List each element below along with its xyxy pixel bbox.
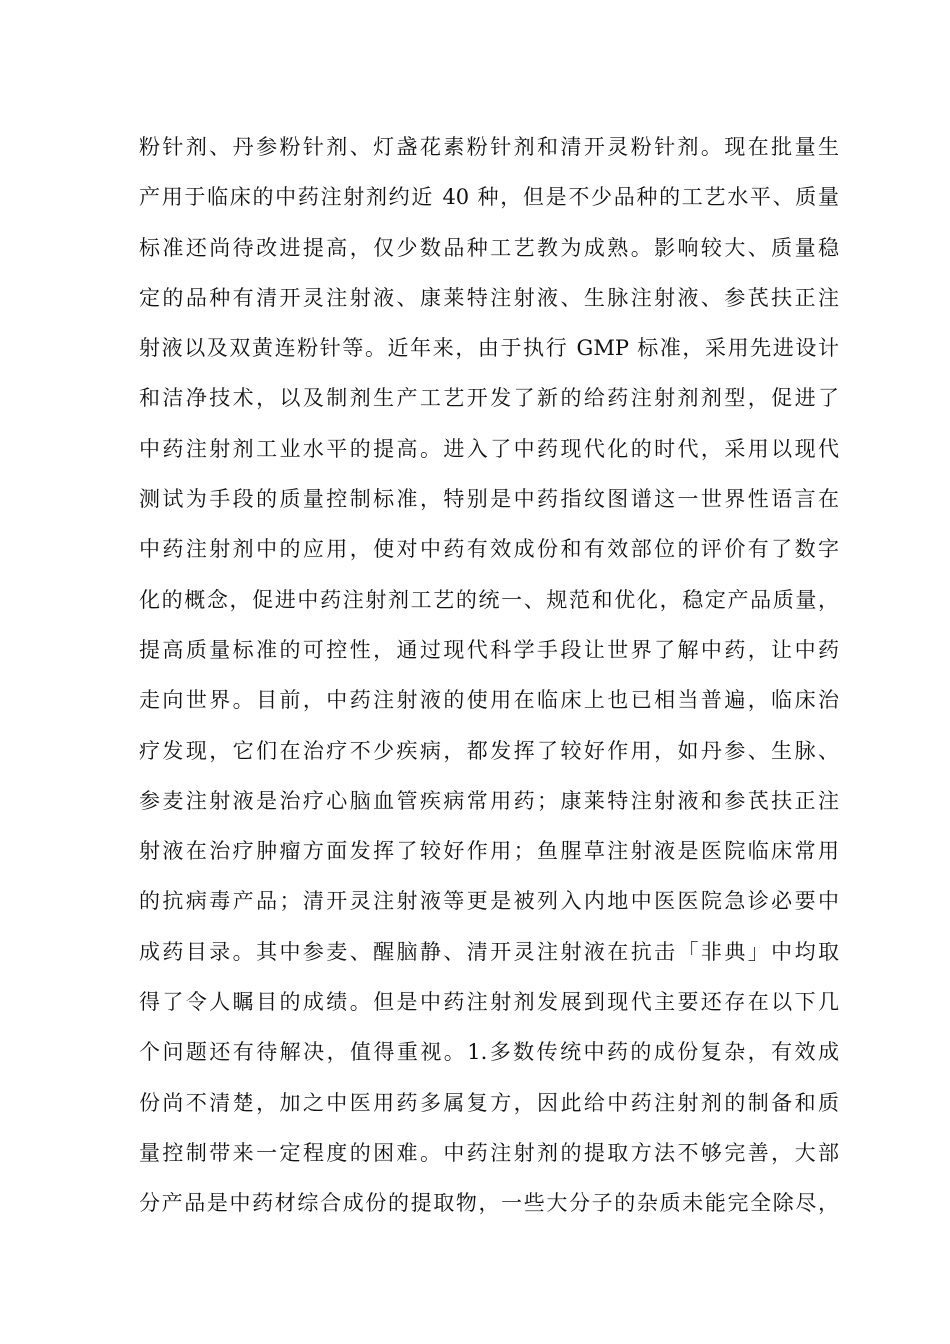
text-line: 的抗病毒产品；清开灵注射液等更是被列入内地中医医院急诊必要中 <box>139 889 839 914</box>
text-line: 得了令人瞩目的成绩。但是中药注射剂发展到现代主要还存在以下几 <box>139 990 839 1015</box>
body-paragraph <box>139 122 839 1229</box>
text-line: 量控制带来一定程度的困难。中药注射剂的提取方法不够完善，大部 <box>139 1140 839 1165</box>
text-line: 成药目录。其中参麦、醒脑静、清开灵注射液在抗击「非典」中均取 <box>139 939 839 964</box>
text-line: 测试为手段的质量控制标准，特别是中药指纹图谱这一世界性语言在 <box>139 487 839 512</box>
text-line: 和洁净技术，以及制剂生产工艺开发了新的给药注射剂剂型，促进了 <box>139 386 839 411</box>
text-line: 参麦注射液是治疗心脑血管疾病常用药；康莱特注射液和参芪扶正注 <box>139 788 839 813</box>
text-line: 中药注射剂工业水平的提高。进入了中药现代化的时代，采用以现代 <box>139 436 839 461</box>
text-line: 走向世界。目前，中药注射液的使用在临床上也已相当普遍，临床治 <box>139 688 839 713</box>
text-line: 疗发现，它们在治疗不少疾病，都发挥了较好作用，如丹参、生脉、 <box>139 738 839 763</box>
text-line: 产用于临床的中药注射剂约近 40 种，但是不少品种的工艺水平、质量 <box>139 185 839 210</box>
text-line: 份尚不清楚，加之中医用药多属复方，因此给中药注射剂的制备和质 <box>139 1090 839 1115</box>
text-line: 标准还尚待改进提高，仅少数品种工艺教为成熟。影响较大、质量稳 <box>139 235 839 260</box>
text-line: 分产品是中药材综合成份的提取物，一些大分子的杂质未能完全除尽， <box>139 1191 839 1216</box>
text-line: 中药注射剂中的应用，使对中药有效成份和有效部位的评价有了数字 <box>139 537 839 562</box>
text-line: 粉针剂、丹参粉针剂、灯盏花素粉针剂和清开灵粉针剂。现在批量生 <box>139 135 839 159</box>
text-line: 提高质量标准的可控性，通过现代科学手段让世界了解中药，让中药 <box>139 637 839 662</box>
text-line: 化的概念，促进中药注射剂工艺的统一、规范和优化，稳定产品质量， <box>139 587 839 612</box>
text-line: 射液以及双黄连粉针等。近年来，由于执行 GMP 标准，采用先进设计 <box>139 336 839 361</box>
text-line: 射液在治疗肿瘤方面发挥了较好作用；鱼腥草注射液是医院临床常用 <box>139 839 839 864</box>
text-line: 定的品种有清开灵注射液、康莱特注射液、生脉注射液、参芪扶正注 <box>139 285 839 310</box>
text-line: 个问题还有待解决，值得重视。1.多数传统中药的成份复杂，有效成 <box>139 1040 839 1065</box>
